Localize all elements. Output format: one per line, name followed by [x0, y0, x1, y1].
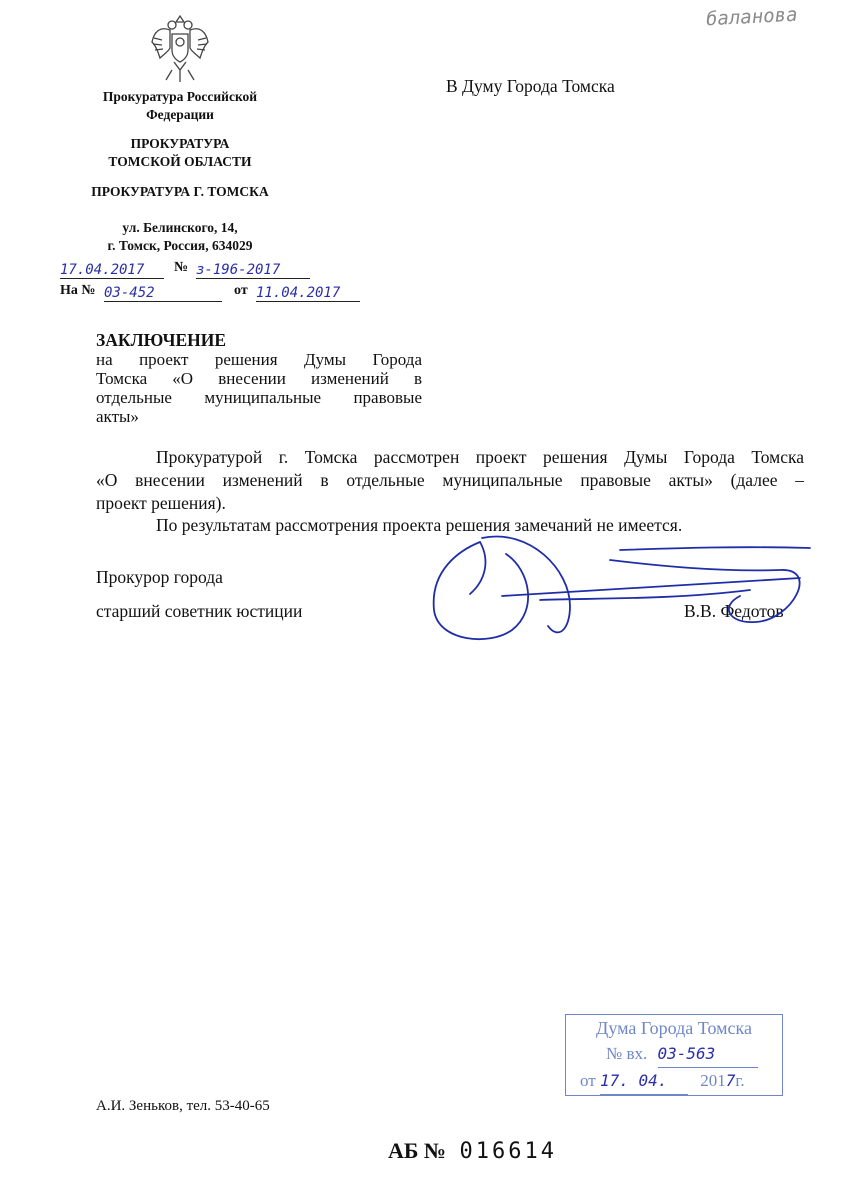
addressee: В Думу Города Томска: [446, 76, 615, 96]
header-address-2: г. Томск, Россия, 634029: [107, 238, 253, 253]
header-address-1: ул. Белинского, 14,: [122, 220, 238, 235]
outgoing-number: з-196-2017: [196, 262, 310, 279]
signer-name: В.В. Федотов: [684, 601, 784, 621]
form-serial-number: 016614: [459, 1139, 558, 1164]
subject-line-4: акты»: [96, 407, 139, 426]
outgoing-number-line: [60, 262, 360, 302]
issuer-header: [60, 88, 300, 255]
subject-line-2: Томска «О внесении изменений в: [96, 369, 422, 388]
header-line-1: Прокуратура Российской: [102, 89, 258, 104]
header-line-2: Федерации: [146, 107, 214, 122]
reply-from-label: от: [234, 283, 248, 298]
subject-line-3: отдельные муниципальные правовые: [96, 388, 422, 407]
reply-date: 11.04.2017: [256, 285, 360, 302]
stamp-title: Дума Города Томска: [596, 1018, 752, 1038]
reply-number-label: На №: [60, 283, 96, 298]
reply-number: 03-452: [104, 285, 222, 302]
body-paragraph-2: По результатам рассмотрения проекта решения замечаний не имеется.: [156, 515, 683, 535]
signer-position-1: Прокурор города: [96, 567, 223, 587]
stamp-incoming-label: № вх.: [606, 1044, 648, 1063]
stamp-year-suffix: 7: [725, 1071, 736, 1090]
corner-handwritten-note: баланова: [705, 3, 799, 31]
stamp-incoming-row: [566, 1041, 782, 1068]
coat-of-arms-emblem: [148, 12, 212, 86]
form-serial: [388, 1138, 557, 1164]
body-line-3: проект решения).: [96, 493, 226, 513]
outgoing-number-label: №: [174, 260, 189, 275]
executor-contact: А.И. Зеньков, тел. 53-40-65: [96, 1098, 270, 1114]
handwritten-signature: [420, 530, 820, 650]
subject-title: ЗАКЛЮЧЕНИЕ: [96, 330, 227, 350]
stamp-date-row: [566, 1068, 782, 1095]
body-paragraph-1: [96, 446, 804, 515]
header-line-3: ПРОКУРАТУРА: [130, 136, 230, 151]
incoming-registration-stamp: [565, 1014, 783, 1096]
body-line-2: «О внесении изменений в отдельные муниципальные правовые акты» (далее –: [96, 470, 804, 490]
form-serial-label: АБ №: [388, 1138, 447, 1163]
header-line-5: ПРОКУРАТУРА Г. ТОМСКА: [91, 184, 269, 199]
stamp-from-label: от: [580, 1071, 596, 1090]
stamp-year-prefix: 201: [700, 1071, 726, 1090]
header-line-4: ТОМСКОЙ ОБЛАСТИ: [108, 154, 252, 169]
stamp-year-label: г.: [735, 1071, 745, 1090]
outgoing-date: 17.04.2017: [60, 262, 164, 279]
body-line-1: Прокуратурой г. Томска рассмотрен проект решения Думы Города Томска: [156, 447, 804, 467]
stamp-incoming-number: 03-563: [658, 1041, 758, 1068]
subject-block: [96, 330, 422, 426]
signer-position-2: старший советник юстиции: [96, 601, 303, 621]
stamp-date: 17. 04.: [600, 1068, 688, 1095]
subject-line-1: на проект решения Думы Города: [96, 350, 422, 369]
